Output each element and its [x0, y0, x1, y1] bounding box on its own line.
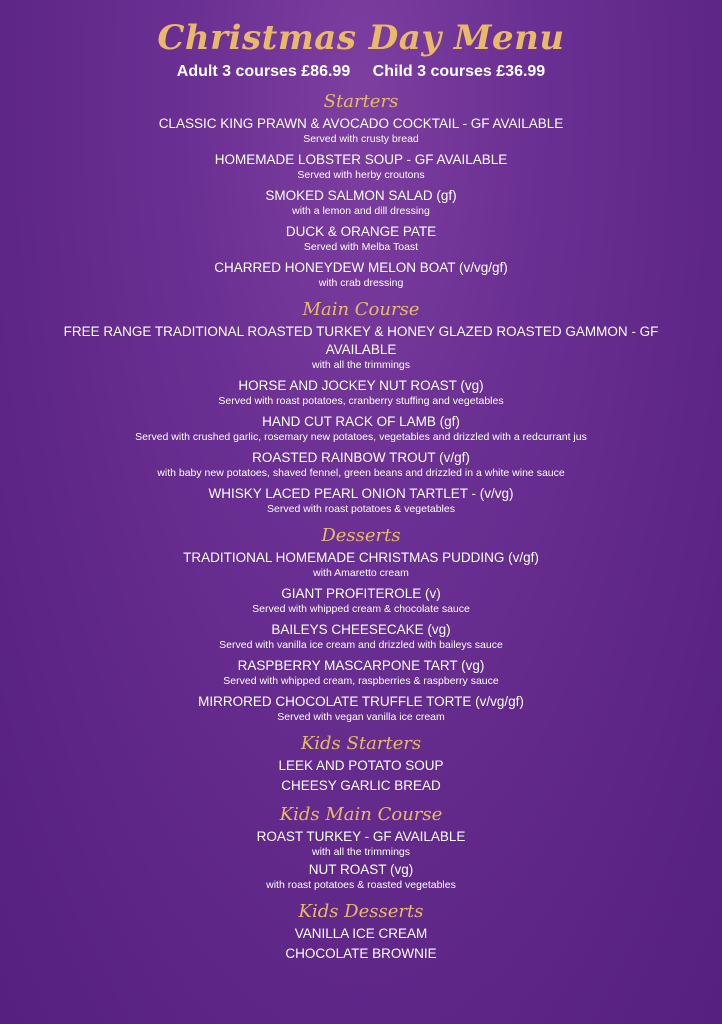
- section-heading-kids-starters: Kids Starters: [300, 733, 422, 754]
- menu-item-name: MIRRORED CHOCOLATE TRUFFLE TORTE (v/vg/gf): [198, 694, 524, 709]
- menu-item-description: Served with vegan vanilla ice cream: [277, 711, 445, 723]
- menu-item: [0, 485, 722, 516]
- menu-item: [0, 828, 722, 859]
- menu-item: [0, 693, 722, 724]
- menu-item: [0, 777, 722, 795]
- menu-item: [0, 223, 722, 254]
- menu-item: [0, 449, 722, 480]
- section-desserts: [0, 525, 722, 724]
- menu-item: [0, 151, 722, 182]
- section-heading-kids-desserts: Kids Desserts: [298, 901, 424, 922]
- menu-item: [0, 323, 722, 372]
- menu-item-description: Served with herby croutons: [297, 169, 425, 181]
- menu-item: [0, 757, 722, 775]
- menu-item: [0, 657, 722, 688]
- menu-item-description: Served with whipped cream & chocolate sauce: [252, 603, 470, 615]
- menu-item: [0, 925, 722, 943]
- section-heading-main-course: Main Course: [302, 299, 420, 320]
- section-kids-main-course: [0, 804, 722, 892]
- menu-item-description: Served with whipped cream, raspberries & raspberry sauce: [223, 675, 499, 687]
- menu-item-name: ROASTED RAINBOW TROUT (v/gf): [252, 450, 470, 465]
- page-title: Christmas Day Menu: [157, 18, 565, 58]
- menu-item-description: with baby new potatoes, shaved fennel, green beans and drizzled in a white wine sauce: [157, 467, 565, 479]
- menu-item-name: DUCK & ORANGE PATE: [285, 224, 437, 239]
- menu-item-description: Served with roast potatoes & vegetables: [267, 503, 455, 515]
- menu-item: [0, 861, 722, 892]
- menu-item-name: RASPBERRY MASCARPONE TART (vg): [237, 658, 485, 673]
- menu-item-description: Served with crusty bread: [303, 133, 419, 145]
- menu-item: [0, 413, 722, 444]
- menu-item-name: SMOKED SALMON SALAD (gf): [265, 188, 457, 203]
- menu-item: [0, 621, 722, 652]
- menu-item: [0, 549, 722, 580]
- section-main-course: [0, 299, 722, 516]
- menu-item: [0, 377, 722, 408]
- menu-item-description: Served with crushed garlic, rosemary new potatoes, vegetables and drizzled with a redcurrant jus: [135, 431, 587, 443]
- menu-item: [0, 115, 722, 146]
- section-kids-desserts: [0, 901, 722, 963]
- menu-item: [0, 259, 722, 290]
- menu-item-name: CLASSIC KING PRAWN & AVOCADO COCKTAIL - GF AVAILABLE: [158, 116, 564, 131]
- menu-item-description: with Amaretto cream: [313, 567, 409, 579]
- menu-item-name: CHARRED HONEYDEW MELON BOAT (v/vg/gf): [214, 260, 508, 275]
- menu-item-description: Served with roast potatoes, cranberry stuffing and vegetables: [218, 395, 504, 407]
- menu-item-name: GIANT PROFITEROLE (v): [281, 586, 441, 601]
- menu-item-name: NUT ROAST (vg): [308, 862, 414, 877]
- menu-item-description: Served with vanilla ice cream and drizzled with baileys sauce: [219, 639, 503, 651]
- menu-item-name: BAILEYS CHEESECAKE (vg): [271, 622, 451, 637]
- menu-item-name: ROAST TURKEY - GF AVAILABLE: [256, 829, 466, 844]
- section-heading-starters: Starters: [323, 91, 399, 112]
- menu-item-name: WHISKY LACED PEARL ONION TARTLET - (v/vg): [208, 486, 514, 501]
- menu-item-description: with all the trimmings: [311, 846, 411, 858]
- menu-item-name: CHEESY GARLIC BREAD: [281, 778, 441, 793]
- section-heading-desserts: Desserts: [321, 525, 401, 546]
- section-kids-starters: [0, 733, 722, 795]
- menu-item-description: with crab dressing: [318, 277, 404, 289]
- child-price: Child 3 courses £36.99: [372, 63, 546, 80]
- menu-item-name: CHOCOLATE BROWNIE: [285, 946, 437, 961]
- menu-item: [0, 187, 722, 218]
- menu-item-name: HAND CUT RACK OF LAMB (gf): [262, 414, 460, 429]
- menu-item-name: LEEK AND POTATO SOUP: [278, 758, 444, 773]
- menu-item-description: with all the trimmings: [311, 359, 411, 371]
- price-line: [0, 62, 722, 82]
- menu-item: [0, 585, 722, 616]
- adult-price: Adult 3 courses £86.99: [176, 63, 351, 80]
- menu-item-description: Served with Melba Toast: [303, 241, 419, 253]
- menu-item-description: with roast potatoes & roasted vegetables: [266, 879, 456, 891]
- menu-item-name: VANILLA ICE CREAM: [294, 926, 428, 941]
- menu-item-name: HORSE AND JOCKEY NUT ROAST (vg): [238, 378, 484, 393]
- menu-item-name: FREE RANGE TRADITIONAL ROASTED TURKEY & HONEY GLAZED ROASTED GAMMON - GF AVAILABLE: [63, 324, 659, 357]
- section-starters: [0, 91, 722, 290]
- menu-item-name: HOMEMADE LOBSTER SOUP - GF AVAILABLE: [214, 152, 508, 167]
- section-heading-kids-main-course: Kids Main Course: [279, 804, 443, 825]
- menu-item-name: TRADITIONAL HOMEMADE CHRISTMAS PUDDING (v/gf): [183, 550, 539, 565]
- menu-item: [0, 945, 722, 963]
- menu-item-description: with a lemon and dill dressing: [292, 205, 430, 217]
